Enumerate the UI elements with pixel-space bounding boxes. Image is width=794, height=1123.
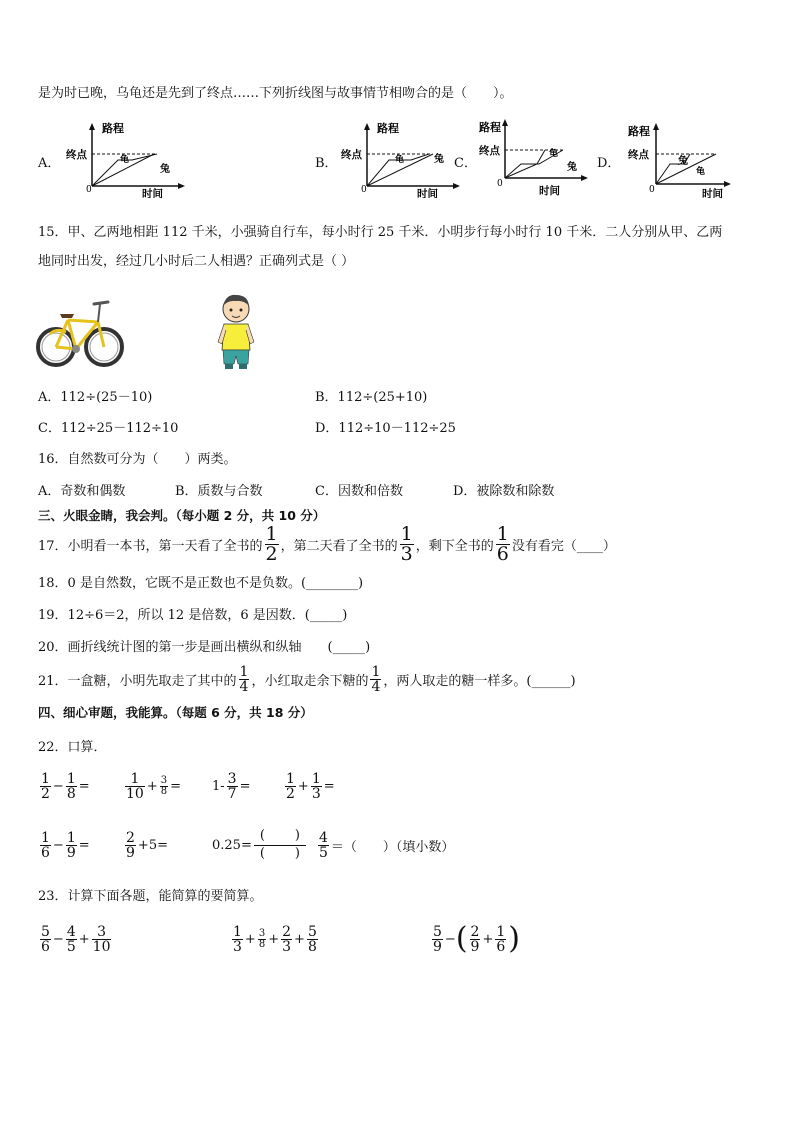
q17-fraction-sixth: $\frac{1}{6}$ xyxy=(496,522,509,565)
q16-option-c: C．因数和倍数 xyxy=(315,484,403,499)
q14-option-d-label: D． xyxy=(597,156,621,171)
q15-option-a: A．112÷(25－10) xyxy=(38,390,153,405)
graph-d-ylabel: 路程 xyxy=(628,125,650,138)
graph-b-ylabel: 路程 xyxy=(377,122,399,135)
q22-item-8: $\frac{4}{5}$ ＝（ ）（填小数） xyxy=(319,829,455,861)
graph-c-xlabel: 时间 xyxy=(539,185,560,196)
graph-a-end: 终点 xyxy=(66,149,87,161)
bicycle-illustration xyxy=(36,294,126,374)
q16-stem: 16．自然数可分为（ ）两类。 xyxy=(38,452,237,467)
graph-c-origin: 0 xyxy=(497,179,503,189)
q14-option-c-label: C． xyxy=(454,156,477,171)
q15-option-b: B．112÷(25+10) xyxy=(315,390,428,405)
q17-mid: ，第二天看了全书的 xyxy=(280,538,398,554)
q14-option-d-graph xyxy=(624,120,734,198)
q22-item-6: $\frac{2}{9}$ +5= xyxy=(126,829,168,861)
q22-item-7: 0.25= ( ) ( ) xyxy=(212,826,306,864)
q22-item-2: $\frac{1}{10}$ + $\frac{3}{8}$ = xyxy=(126,770,182,802)
graph-b-turtle: 龟 xyxy=(395,155,405,165)
q17-pre: 17．小明看一本书，第一天看了全书的 xyxy=(38,538,263,554)
q14-option-c-graph xyxy=(475,116,590,196)
q23-item-3: $\frac{5}{9}$ − ( $\frac{2}{9}$ + $\frac{1}{6}$ ) xyxy=(433,921,521,956)
q22-item-4: $\frac{1}{2}$ + $\frac{1}{3}$ = xyxy=(286,770,335,802)
q22-item-5: $\frac{1}{6}$ − $\frac{1}{9}$ = xyxy=(41,829,90,861)
boy-illustration xyxy=(214,292,258,376)
q16-option-d: D．被除数和除数 xyxy=(453,484,555,499)
graph-b-origin: 0 xyxy=(361,185,367,195)
q17-fraction-half: $\frac{1}{2}$ xyxy=(265,522,278,565)
graph-b-xlabel: 时间 xyxy=(417,188,438,198)
q15-stem-line1: 15．甲、乙两地相距 112 千米，小强骑自行车，每小时行 25 千米．小明步行每小时行 10 千米．二人分别从甲、乙两 xyxy=(38,225,723,240)
q22-blank-fraction[interactable]: ( ) ( ) xyxy=(254,828,306,862)
q22-item-1: $\frac{1}{2}$ − $\frac{1}{8}$ = xyxy=(41,770,90,802)
q23-title: 23．计算下面各题，能简算的要简算。 xyxy=(38,889,263,904)
q22-title: 22．口算． xyxy=(38,740,107,755)
graph-c-turtle: 龟 xyxy=(549,149,559,159)
graph-d-origin: 0 xyxy=(649,185,655,195)
q14-option-a-graph xyxy=(62,120,187,198)
q15-option-d: D．112÷10－112÷25 xyxy=(315,421,456,436)
graph-d-rabbit: 兔 xyxy=(678,156,688,167)
graph-b-end: 终点 xyxy=(341,149,362,161)
graph-a-ylabel: 路程 xyxy=(102,122,124,135)
q23-item-2: $\frac{1}{3}$ + $\frac{3}{8}$ + $\frac{2}{3}$ + $\frac{5}{8}$ xyxy=(233,923,317,955)
graph-c-rabbit: 兔 xyxy=(567,162,577,173)
q17-fraction-third: $\frac{1}{3}$ xyxy=(400,522,413,565)
graph-a-rabbit: 兔 xyxy=(160,164,170,175)
graph-d-turtle: 龟 xyxy=(696,167,706,177)
q21-fraction-quarter-1: $\frac{1}{4}$ xyxy=(239,663,249,695)
graph-c-ylabel: 路程 xyxy=(479,121,501,134)
graph-a-turtle: 龟 xyxy=(120,155,130,165)
q14-option-a-label: A． xyxy=(38,156,61,171)
q15-stem-line2: 地同时出发，经过几小时后二人相遇？正确列式是（ ） xyxy=(38,254,355,269)
q21-post: ，两人取走的糖一样多。(______) xyxy=(383,673,576,689)
q19: 19．12÷6＝2，所以 12 是倍数，6 是因数．(_____) xyxy=(38,608,348,623)
q17-post: ，剩下全书的 xyxy=(415,538,494,554)
q14-intro: 是为时已晚，乌龟还是先到了终点……下列折线图与故事情节相吻合的是（ ）。 xyxy=(38,86,513,101)
section-3-heading: 三、火眼金睛，我会判。（每小题 2 分，共 10 分） xyxy=(38,508,326,523)
graph-a-xlabel: 时间 xyxy=(142,188,163,198)
q21-row xyxy=(38,660,576,698)
q15-option-c: C．112÷25－112÷10 xyxy=(38,421,179,436)
q21-mid: ，小红取走余下糖的 xyxy=(251,673,369,689)
q18: 18．0 是自然数，它既不是正数也不是负数。(________) xyxy=(38,576,364,591)
q21-pre: 21．一盒糖，小明先取走了其中的 xyxy=(38,673,237,689)
section-4-heading: 四、细心审题，我能算。（每题 6 分，共 18 分） xyxy=(38,705,313,720)
q23-item-1: $\frac{5}{6}$ − $\frac{4}{5}$ + $\frac{3}{10}$ xyxy=(41,923,111,955)
q14-option-b-graph xyxy=(337,120,462,198)
q21-fraction-quarter-2: $\frac{1}{4}$ xyxy=(371,663,381,695)
graph-d-end: 终点 xyxy=(628,149,649,161)
q16-option-b: B．质数与合数 xyxy=(175,484,263,499)
graph-c-end: 终点 xyxy=(479,145,500,157)
q17-row xyxy=(38,524,616,564)
q17-end: 没有看完（____） xyxy=(511,538,616,554)
graph-a-origin: 0 xyxy=(86,185,92,195)
q22-item-3: 1- $\frac{3}{7}$ = xyxy=(212,770,251,802)
q16-option-a: A．奇数和偶数 xyxy=(38,484,126,499)
q20: 20．画折线统计图的第一步是画出横纵和纵轴 (_____) xyxy=(38,640,371,655)
q14-option-b-label: B． xyxy=(315,156,338,171)
graph-b-rabbit: 兔 xyxy=(434,154,444,165)
graph-d-xlabel: 时间 xyxy=(702,188,723,198)
